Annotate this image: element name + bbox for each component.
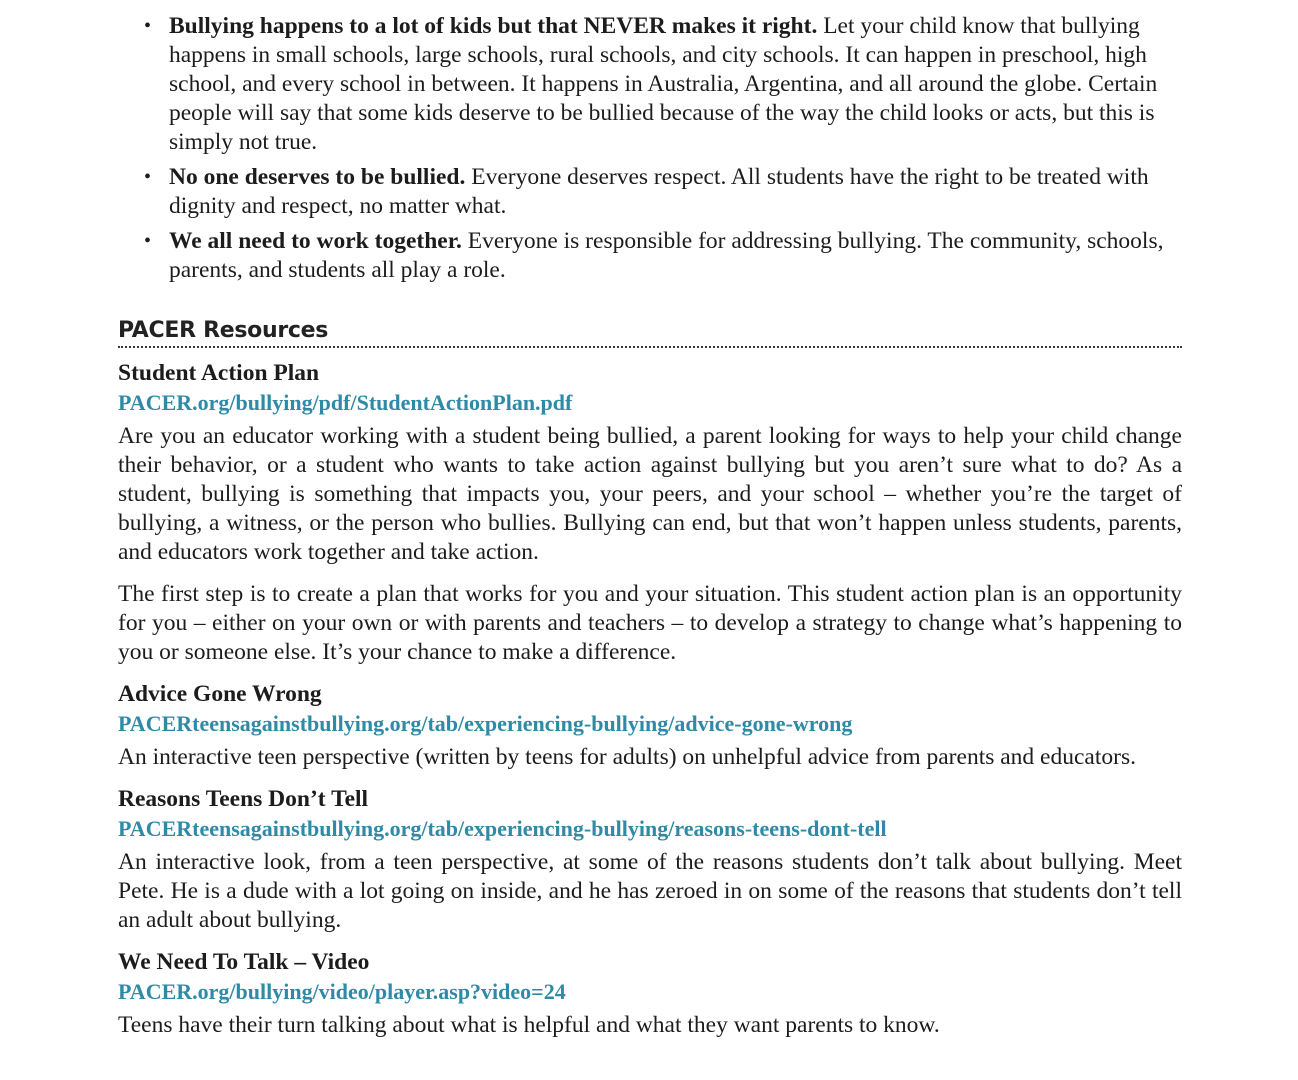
- resource-description: Teens have their turn talking about what is helpful and what they want parents to know.: [118, 1012, 940, 1038]
- list-item: [140, 163, 1185, 221]
- bullet-text: Everyone is responsible for addressing bullying. The community, schools, parents, and students all play a role.: [169, 228, 1164, 283]
- resource-title: Reasons Teens Don’t Tell: [118, 786, 369, 812]
- bullet-dot-icon: •: [144, 15, 152, 37]
- resource-link[interactable]: PACER.org/bullying/video/player.asp?video=24: [118, 979, 566, 1004]
- list-item: [140, 227, 1185, 285]
- resource-description: The first step is to create a plan that works for you and your situation. This student action plan is an opportunity for you – either on your own or with parents and teachers – to develop a strategy to change what’s happening to you or someone else. It’s your chance to make a difference.: [118, 581, 1182, 665]
- resource-title: Student Action Plan: [118, 360, 320, 386]
- resource-advice-gone-wrong: [118, 679, 1182, 772]
- bullet-dot-icon: •: [144, 230, 152, 252]
- resource-title: Advice Gone Wrong: [118, 681, 322, 707]
- bullet-lead: No one deserves to be bullied.: [169, 164, 466, 190]
- resource-description: Are you an educator working with a student being bullied, a parent looking for ways to help your child change their behavior, or a student who wants to take action against bullying but you aren’t sure what to do? As a student, bullying is something that impacts you, your peers, and your school – whether you’re the target of bullying, a witness, or the person who bullies. Bullying can end, but that won’t happen unless students, parents, and educators work together and take action.: [118, 423, 1182, 565]
- bullet-text: Let your child know that bullying happens in small schools, large schools, rural schools, and city schools. It can happen in preschool, high school, and every school in between. It happens in Australia, Argentina, and all around the globe. Certain people will say that some kids deserve to be bullied because of the way the child looks or acts, but this is simply not true.: [169, 13, 1158, 155]
- resource-reasons-teens-dont-tell: [118, 784, 1182, 935]
- bullet-lead: We all need to work together.: [169, 228, 462, 254]
- bullet-text: Everyone deserves respect. All students have the right to be treated with dignity and respect, no matter what.: [169, 164, 1149, 219]
- resource-link[interactable]: PACERteensagainstbullying.org/tab/experiencing-bullying/advice-gone-wrong: [118, 711, 853, 736]
- bullet-lead: Bullying happens to a lot of kids but that NEVER makes it right.: [169, 13, 818, 39]
- resource-description: An interactive teen perspective (written by teens for adults) on unhelpful advice from parents and educators.: [118, 744, 1136, 770]
- list-item: [140, 12, 1185, 157]
- resource-title: We Need To Talk – Video: [118, 949, 370, 975]
- resource-link[interactable]: PACERteensagainstbullying.org/tab/experiencing-bullying/reasons-teens-dont-tell: [118, 816, 887, 841]
- resource-student-action-plan: [118, 358, 1182, 667]
- resource-link[interactable]: PACER.org/bullying/pdf/StudentActionPlan.pdf: [118, 390, 573, 415]
- section-heading: [118, 316, 1182, 348]
- resource-description: An interactive look, from a teen perspective, at some of the reasons students don’t talk about bullying. Meet Pete. He is a dude with a lot going on inside, and he has zeroed in on some of the reasons that students don’t tell an adult about bullying.: [118, 849, 1182, 933]
- key-points-list: [140, 12, 1185, 291]
- resources-list: [118, 358, 1182, 1052]
- bullet-dot-icon: •: [144, 166, 152, 188]
- section-heading-text: PACER Resources: [118, 318, 329, 343]
- resource-we-need-to-talk: [118, 947, 1182, 1040]
